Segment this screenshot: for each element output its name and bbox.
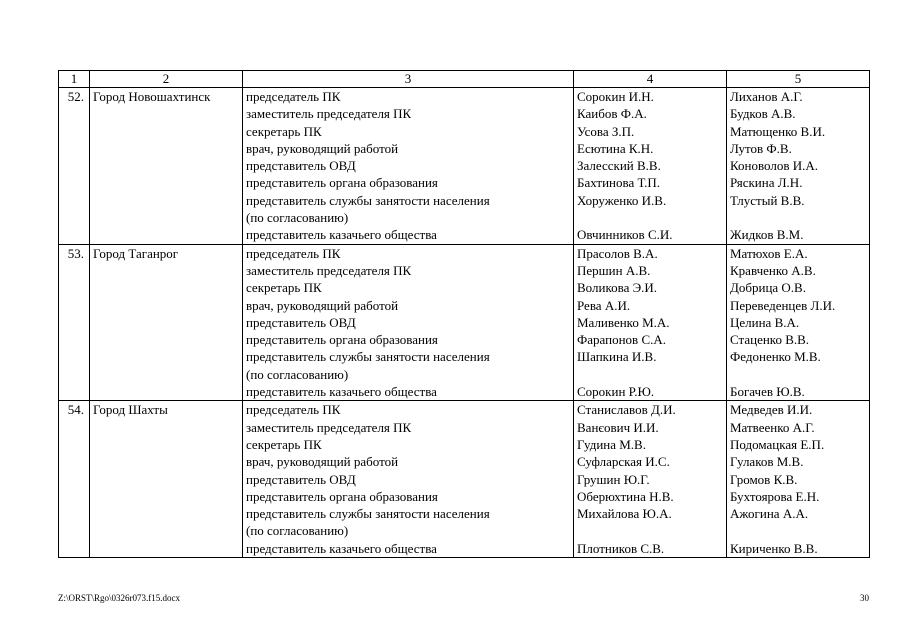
col4-cell (574, 88, 727, 245)
col4-cell (574, 401, 727, 558)
member-name-col4: Гудина М.В. (577, 436, 646, 452)
member-name-col5: Громов К.В. (730, 471, 798, 487)
role-line: представитель службы занятости населения (246, 506, 490, 522)
city-name: Город Шахты (90, 401, 243, 558)
member-name-col5: Переведенцев Л.И. (730, 297, 836, 313)
member-name-col4: Есютина К.Н. (577, 140, 654, 156)
role-line: представитель ОВД (246, 158, 356, 174)
footer-page-number: 30 (860, 593, 869, 603)
member-name-col5: Подомацкая Е.П. (730, 436, 825, 452)
member-name-col5: Богачев Ю.В. (730, 384, 805, 400)
role-line: представитель службы занятости населения (246, 192, 490, 208)
role-line: председатель ПК (246, 245, 341, 261)
member-name-col4: Суфларская И.С. (577, 454, 670, 470)
member-name-col5: Коноволов И.А. (730, 158, 819, 174)
member-name-col4: Сорокин Р.Ю. (577, 384, 655, 400)
member-name-col4 (577, 209, 723, 226)
role-line: врач, руководящий работой (246, 454, 399, 470)
member-name-col5: Добрица О.В. (730, 280, 806, 296)
member-name-col4: Залесский В.В. (577, 158, 661, 174)
col5-cell (727, 244, 870, 401)
member-name-col4: Прасолов В.А. (577, 245, 658, 261)
row-number: 53. (59, 244, 90, 401)
role-line: представитель ОВД (246, 471, 356, 487)
member-name-col4: Шапкина И.В. (577, 349, 657, 365)
role-line: секретарь ПК (246, 436, 322, 452)
member-name-col5: Стаценко В.В. (730, 332, 810, 348)
col5-cell (727, 401, 870, 558)
member-name-col4: Каибов Ф.А. (577, 106, 647, 122)
row-number: 52. (59, 88, 90, 245)
row-number: 54. (59, 401, 90, 558)
member-name-col4: Ванєович И.И. (577, 419, 659, 435)
role-line: врач, руководящий работой (246, 297, 399, 313)
header-cell-1: 1 (59, 71, 90, 88)
member-name-col4 (577, 366, 723, 383)
member-name-col4: Михайлова Ю.А. (577, 506, 672, 522)
member-name-col4: Рева А.И. (577, 297, 631, 313)
role-line: заместитель председателя ПК (246, 262, 412, 278)
member-name-col4: Усова З.П. (577, 123, 635, 139)
city-name: Город Новошахтинск (90, 88, 243, 245)
table-body (59, 71, 870, 558)
role-line: представитель службы занятости населения (246, 349, 490, 365)
member-name-col5: Матюхов Е.А. (730, 245, 808, 261)
footer-file-path: Z:\ORST\Rgo\0326r073.f15.docx (58, 593, 180, 603)
member-name-col5: Ряскина Л.Н. (730, 175, 803, 191)
member-name-col4: Маливенко М.А. (577, 314, 670, 330)
role-line: председатель ПК (246, 89, 341, 104)
member-name-col5 (730, 209, 866, 226)
col5-cell (727, 88, 870, 245)
roles-cell (243, 88, 574, 245)
role-line: представитель ОВД (246, 314, 356, 330)
table-row (59, 88, 870, 245)
header-cell-4: 4 (574, 71, 727, 88)
table-row (59, 401, 870, 558)
member-name-col5: Кириченко В.В. (730, 540, 818, 556)
member-name-col5: Кравченко А.В. (730, 262, 816, 278)
role-line: представитель органа образования (246, 332, 438, 348)
role-line: врач, руководящий работой (246, 140, 399, 156)
role-line: представитель казачьего общества (246, 384, 437, 400)
role-line: председатель ПК (246, 402, 341, 418)
role-line: представитель органа образования (246, 175, 438, 191)
member-name-col5 (730, 522, 866, 539)
header-cell-2: 2 (90, 71, 243, 88)
role-line: представитель казачьего общества (246, 227, 437, 243)
member-name-col4 (577, 522, 723, 539)
role-line: представитель казачьего общества (246, 540, 437, 556)
table-row (59, 244, 870, 401)
header-cell-3: 3 (243, 71, 574, 88)
member-name-col4: Першин А.В. (577, 262, 651, 278)
role-line: представитель органа образования (246, 488, 438, 504)
col4-cell (574, 244, 727, 401)
role-line: (по согласованию) (246, 210, 349, 226)
member-name-col4: Станиславов Д.И. (577, 402, 676, 418)
member-name-col5: Ажогина А.А. (730, 506, 809, 522)
member-name-col5: Лиханов А.Г. (730, 89, 803, 104)
member-name-col5: Жидков В.М. (730, 227, 804, 243)
member-name-col5: Гулаков М.В. (730, 454, 804, 470)
member-name-col4: Фарапонов С.А. (577, 332, 667, 348)
role-line: (по согласованию) (246, 366, 349, 382)
member-name-col5: Бухтоярова Е.Н. (730, 488, 820, 504)
role-line: секретарь ПК (246, 123, 322, 139)
header-cell-5: 5 (727, 71, 870, 88)
role-line: (по согласованию) (246, 523, 349, 539)
member-name-col4: Грушин Ю.Г. (577, 471, 650, 487)
member-name-col5: Матющенко В.И. (730, 123, 826, 139)
roles-cell (243, 244, 574, 401)
member-name-col4: Овчинников С.И. (577, 227, 673, 243)
member-name-col4: Сорокин И.Н. (577, 89, 654, 104)
member-name-col4: Хоруженко И.В. (577, 192, 667, 208)
roles-cell (243, 401, 574, 558)
member-name-col5: Лутов Ф.В. (730, 140, 792, 156)
role-line: секретарь ПК (246, 280, 322, 296)
member-name-col5: Медведев И.И. (730, 402, 813, 418)
member-name-col5: Целина В.А. (730, 314, 800, 330)
member-name-col4: Воликова Э.И. (577, 280, 658, 296)
member-name-col4: Плотников С.В. (577, 540, 665, 556)
role-line: заместитель председателя ПК (246, 419, 412, 435)
member-name-col5: Федоненко М.В. (730, 349, 821, 365)
member-name-col5: Матвеенко А.Г. (730, 419, 815, 435)
member-name-col5: Будков А.В. (730, 106, 796, 122)
city-name: Город Таганрог (90, 244, 243, 401)
member-name-col4: Бахтинова Т.П. (577, 175, 661, 191)
role-line: заместитель председателя ПК (246, 106, 412, 122)
member-name-col5: Тлустый В.В. (730, 192, 805, 208)
member-name-col4: Оберюхтина Н.В. (577, 488, 674, 504)
header-row (59, 71, 870, 88)
commission-table (58, 70, 870, 558)
member-name-col5 (730, 366, 866, 383)
